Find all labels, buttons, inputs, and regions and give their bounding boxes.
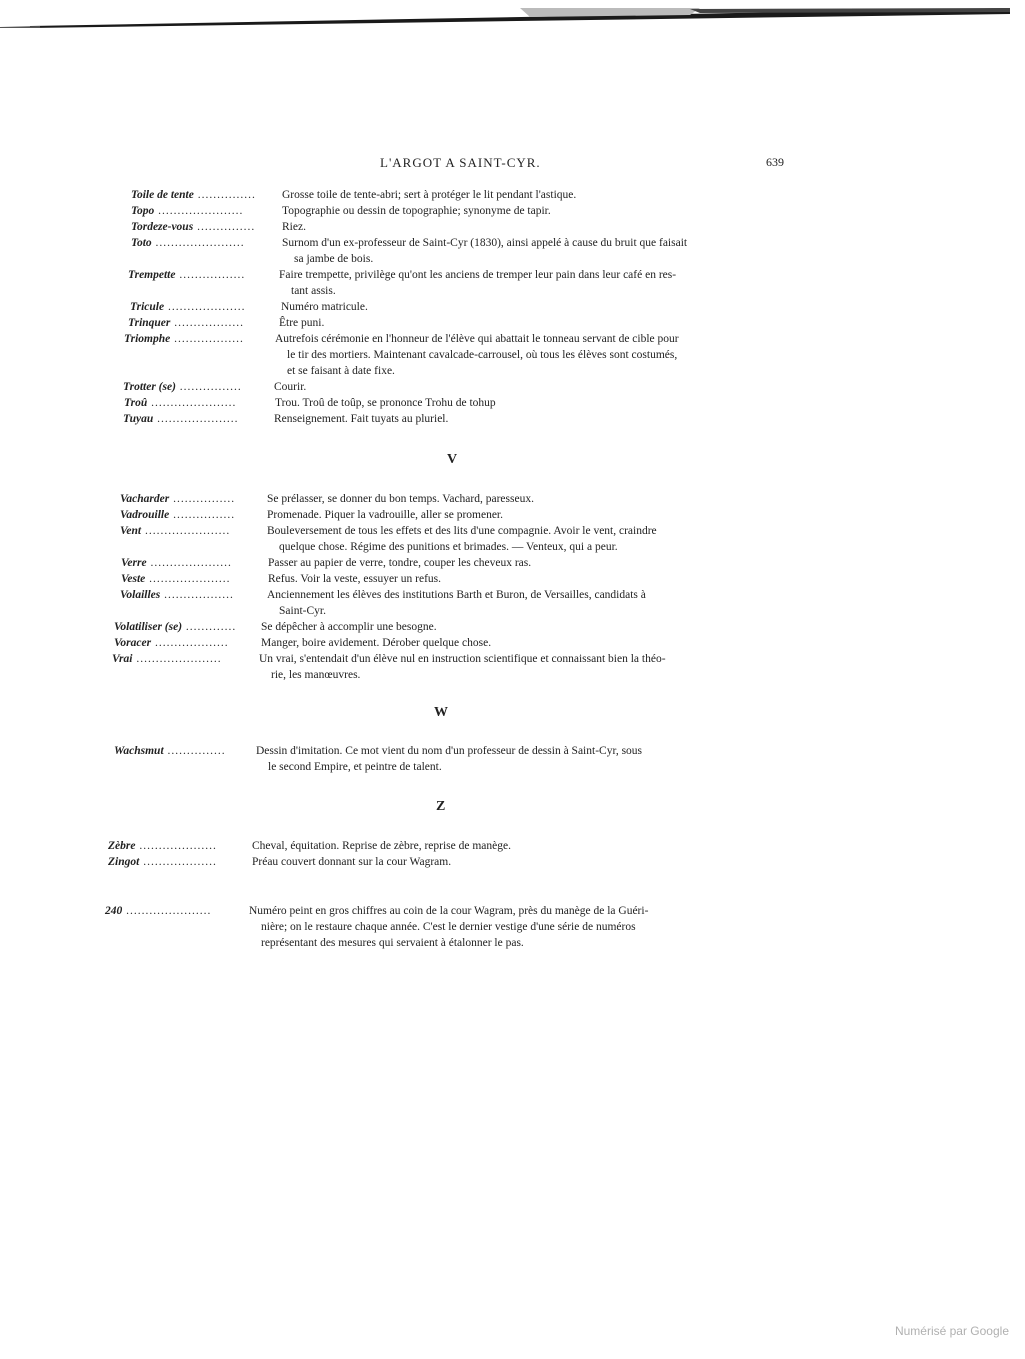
entry-definition [274, 379, 306, 395]
entry-definition [282, 203, 551, 219]
scan-edge [0, 6, 1025, 28]
leader-dots: ...................... [147, 397, 237, 409]
entry-term-text: Verre [121, 557, 147, 569]
entry-term-text: Volailles [120, 589, 161, 601]
entry-definition [281, 299, 368, 315]
leader-dots: ................. [175, 269, 246, 281]
entry-term [123, 411, 239, 427]
entry-definition [268, 571, 441, 587]
entry-term-text: Tuyau [123, 413, 154, 425]
entry-term-text: Vadrouille [120, 509, 170, 521]
entry-term-text: 240 [105, 905, 123, 917]
definition-line: tant assis. [291, 285, 336, 297]
leader-dots: .................... [164, 301, 246, 313]
definition-line: et se faisant à date fixe. [287, 365, 395, 377]
entry-definition [267, 491, 534, 507]
definition-line: Grosse toile de tente-abri; sert à protéger le lit pendant l'astique. [282, 189, 577, 201]
entry-term-text: Zèbre [108, 840, 136, 852]
leader-dots: ................ [169, 509, 236, 521]
entry-term-text: Vacharder [120, 493, 170, 505]
entry-term-text: Vrai [112, 653, 133, 665]
definition-line: Bouleversement de tous les effets et des lits d'une compagnie. Avoir le vent, craindre [267, 525, 657, 537]
definition-line: sa jambe de bois. [294, 253, 374, 265]
definition-line: Un vrai, s'entendait d'un élève nul en instruction scientifique et connaissant bien la théo- [259, 653, 666, 665]
leader-dots: .................... [135, 840, 217, 852]
entry-term [131, 235, 245, 251]
definition-line: Manger, boire avidement. Dérober quelque chose. [261, 637, 492, 649]
entry-term-text: Triomphe [124, 333, 171, 345]
leader-dots: ............... [193, 221, 256, 233]
entry-definition [267, 523, 657, 555]
entry-term-text: Volatiliser (se) [114, 621, 183, 633]
entry-term [120, 491, 235, 507]
entry-term-text: Trinquer [128, 317, 171, 329]
entry-term [131, 203, 243, 219]
entry-term-text: Veste [121, 573, 146, 585]
entry-term [128, 315, 244, 331]
leader-dots: ................... [151, 637, 229, 649]
entry-definition [268, 555, 531, 571]
entry-definition [274, 411, 448, 427]
definition-line: Être puni. [279, 317, 325, 329]
entry-definition [279, 315, 324, 331]
leader-dots: .................. [170, 333, 244, 345]
leader-dots: ............. [182, 621, 237, 633]
entry-term [121, 555, 232, 571]
definition-line: Surnom d'un ex-professeur de Saint-Cyr (1830), ainsi appelé à cause du bruit que faisait [282, 237, 688, 249]
definition-line: Renseignement. Fait tuyats au pluriel. [274, 413, 449, 425]
entry-term-text: Voracer [114, 637, 152, 649]
definition-line: Trou. Troû de toûp, se prononce Trohu de tohup [275, 397, 496, 409]
leader-dots: ..................... [145, 573, 231, 585]
entry-definition [267, 587, 646, 619]
entry-definition [282, 235, 687, 267]
definition-line: Numéro peint en gros chiffres au coin de la cour Wagram, près du manège de la Guéri- [249, 905, 649, 917]
definition-line: Promenade. Piquer la vadrouille, aller se promener. [267, 509, 503, 521]
definition-line: Faire trempette, privilège qu'ont les anciens de tremper leur pain dans leur café en res- [279, 269, 677, 281]
entry-definition [259, 651, 666, 683]
entry-term [128, 267, 245, 283]
entry-term [131, 187, 256, 203]
definition-line: Numéro matricule. [281, 301, 368, 313]
definition-line: Saint-Cyr. [279, 605, 326, 617]
leader-dots: ................ [169, 493, 236, 505]
definition-line: le tir des mortiers. Maintenant cavalcade-carrousel, où tous les élèves sont costumés, [287, 349, 678, 361]
entry-term [108, 838, 217, 854]
definition-line: Refus. Voir la veste, essuyer un refus. [268, 573, 441, 585]
section-letter-v: V [447, 452, 458, 467]
leader-dots: ..................... [146, 557, 232, 569]
section-letter-z: Z [436, 799, 446, 814]
entry-term-text: Zingot [108, 856, 140, 868]
leader-dots: ..................... [153, 413, 239, 425]
definition-line: le second Empire, et peintre de talent. [268, 761, 442, 773]
entry-definition [252, 838, 511, 854]
entry-definition [282, 219, 306, 235]
definition-line: Courir. [274, 381, 307, 393]
definition-line: Préau couvert donnant sur la cour Wagram. [252, 856, 452, 868]
definition-line: Topographie ou dessin de topographie; synonyme de tapir. [282, 205, 551, 217]
entry-term [108, 854, 217, 870]
definition-line: rie, les manœuvres. [271, 669, 361, 681]
leader-dots: ...................... [141, 525, 231, 537]
entry-term [130, 299, 245, 315]
entry-term-text: Trempette [128, 269, 176, 281]
entry-definition [267, 507, 503, 523]
digitization-credit: Numérisé par Google [894, 1324, 1009, 1338]
entry-definition [252, 854, 451, 870]
entry-definition [275, 395, 496, 411]
entry-definition [282, 187, 576, 203]
entry-term [124, 395, 236, 411]
definition-line: Anciennement les élèves des institutions Barth et Buron, de Versailles, candidats à [267, 589, 646, 601]
definition-line: représentant des mesures qui servaient à étalonner le pas. [261, 937, 524, 949]
definition-line: nière; on le restaure chaque année. C'est le dernier vestige d'une série de numéros [261, 921, 636, 933]
running-title: L'ARGOT A SAINT-CYR. [380, 155, 541, 170]
entry-term-text: Vent [120, 525, 142, 537]
entry-term [123, 379, 242, 395]
entry-term-text: Wachsmut [114, 745, 164, 757]
entry-term [112, 651, 222, 667]
entry-term [114, 635, 229, 651]
entry-term [105, 903, 211, 919]
entry-term [121, 571, 231, 587]
leader-dots: ...................... [122, 905, 212, 917]
entry-term-text: Toile de tente [131, 189, 194, 201]
entry-term [120, 587, 234, 603]
entry-definition [261, 635, 491, 651]
entry-term [114, 619, 236, 635]
leader-dots: ................ [175, 381, 242, 393]
definition-line: Cheval, équitation. Reprise de zèbre, reprise de manège. [252, 840, 511, 852]
entry-term [131, 219, 255, 235]
entry-term [124, 331, 244, 347]
definition-line: Se prélasser, se donner du bon temps. Vachard, paresseux. [267, 493, 534, 505]
entry-definition [279, 267, 676, 299]
page-header [0, 155, 1025, 177]
leader-dots: ............... [193, 189, 256, 201]
leader-dots: ...................... [132, 653, 222, 665]
leader-dots: ....................... [151, 237, 245, 249]
definition-line: Dessin d'imitation. Ce mot vient du nom d'un professeur de dessin à Saint-Cyr, sous [256, 745, 643, 757]
entry-term [114, 743, 226, 759]
entry-term-text: Troû [124, 397, 148, 409]
entry-term [120, 507, 235, 523]
definition-line: Riez. [282, 221, 306, 233]
entry-definition [256, 743, 642, 775]
leader-dots: ................... [139, 856, 217, 868]
entry-definition [261, 619, 437, 635]
leader-dots: .................. [170, 317, 245, 329]
definition-line: Se dépêcher à accomplir une besogne. [261, 621, 437, 633]
entry-definition [275, 331, 679, 379]
entry-term-text: Tordeze-vous [131, 221, 194, 233]
definition-line: Autrefois cérémonie en l'honneur de l'élève qui abattait le tonneau servant de cible pour [275, 333, 679, 345]
entry-term-text: Tricule [130, 301, 165, 313]
entry-term-text: Toto [131, 237, 152, 249]
page-number: 639 [766, 155, 784, 169]
entry-term [120, 523, 230, 539]
leader-dots: ...................... [154, 205, 244, 217]
entry-term-text: Topo [131, 205, 155, 217]
definition-line: quelque chose. Régime des punitions et brimades. — Venteux, qui a peur. [279, 541, 618, 553]
section-letter-w: W [434, 705, 448, 720]
entry-definition [249, 903, 648, 951]
leader-dots: ............... [163, 745, 226, 757]
entry-term-text: Trotter (se) [123, 381, 176, 393]
definition-line: Passer au papier de verre, tondre, couper les cheveux ras. [268, 557, 532, 569]
leader-dots: .................. [160, 589, 234, 601]
